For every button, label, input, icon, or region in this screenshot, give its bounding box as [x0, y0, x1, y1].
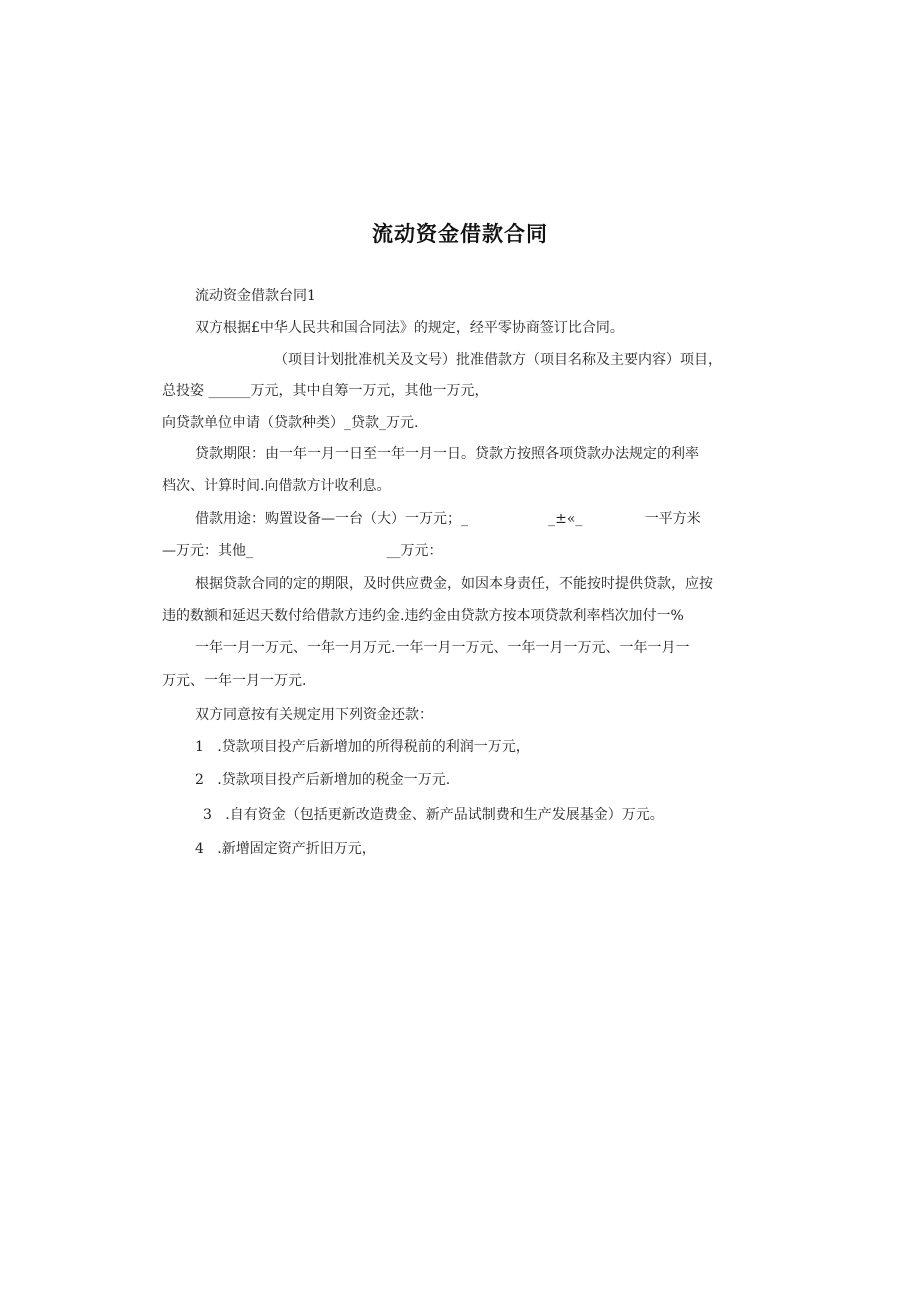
list-item: 3 .自有资金（包括更新改造费金、新产品试制费和生产发展基金）万元。 — [203, 807, 664, 823]
list-item: 1 .贷款项目投产后新增加的所得税前的利润一万元， — [195, 739, 530, 755]
text-line: 贷款期限：由一年一月一日至一年一月一日。贷款方按照各项贷款办法规定的利率 — [195, 446, 699, 462]
text-line: 流动资金借款台同1 — [195, 288, 316, 304]
text-line: 一年一月一万元、一年一月万元.一年一月一万元、一年一月一万元、一年一月一 — [195, 640, 690, 656]
text-line: 总投姿 ______万元，其中自筹一万元，其他一万元， — [162, 383, 489, 399]
text-line: 违的数额和延迟天数付给借款方违约金.违约金由贷款方按本项贷款利率档次加付一% — [162, 608, 684, 624]
document-title: 流动资金借款合同 — [372, 222, 548, 246]
text-line: 根据贷款合同的定的期限，及时供应费金，如因本身责任，不能按时提供贷款，应按 — [195, 576, 713, 592]
text-line: 档次、计算时间.向借款方计收利息。 — [162, 478, 391, 494]
text-line: 双方同意按有关规定用下列资金还款： — [195, 707, 433, 723]
list-item: 4 .新增固定资产折旧万元， — [195, 841, 376, 857]
text-line: （项目计划批准机关及文号）批准借款方（项目名称及主要内容）项目， — [274, 352, 722, 368]
text-line: —万元：其他_ __万元： — [162, 543, 443, 559]
text-line: 万元、一年一月一万元. — [162, 673, 307, 689]
text-line: 双方根据£中华人民共和国合同法》的规定，经平零协商签订比合同。 — [195, 320, 624, 336]
text-line: 借款用途：购置设备—一台（大）一万元；_ _±«_ 一平方米 — [195, 511, 701, 527]
text-line: 向贷款单位申请（贷款种类）_贷款_万元. — [162, 415, 419, 431]
list-item: 2 .贷款项目投产后新增加的税金一万元. — [195, 772, 451, 788]
